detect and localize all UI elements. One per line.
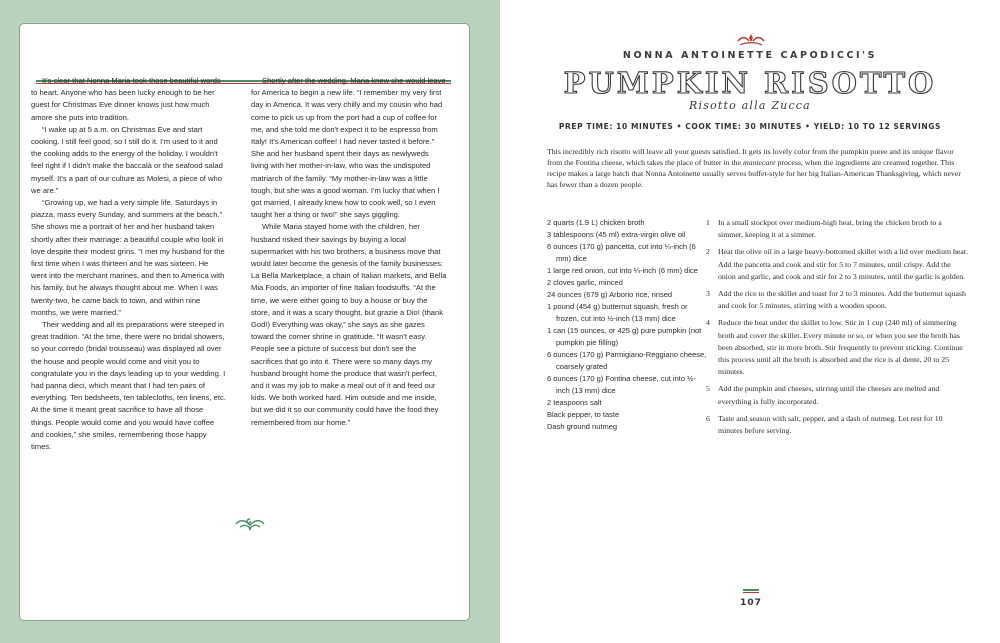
recipe-step: [706, 288, 968, 312]
step-number: 3: [706, 289, 710, 299]
ingredient-item: 3 tablespoons (45 ml) extra-virgin olive oil: [547, 230, 686, 239]
recipe-page: [500, 0, 1000, 643]
ingredient-item: 2 teaspoons salt: [547, 398, 602, 407]
story-column-2: [251, 75, 447, 429]
story-paragraph: Shortly after the wedding, Maria knew she would leave for America to begin a new life. “I remember my very first day in America. It was very chilly and my cousin who had come to pick us up from the port had a cup of coffee for me, and she told me don't expect it to be espresso from Italy! It's American coffee! I had never tasted it before.” She and her husband spent their days as newlyweds living with her mother-in-law, who was the undisputed matriarch of the family. “My mother-in-law was a little tough, but she was a good woman. I'm lucky that when I got married, I already knew how to cook well, so I even taught her a thing or two!” she says giggling.: [251, 76, 446, 220]
step-text: Taste and season with salt, pepper, and a dash of nutmeg. Let rest for 10 minutes before serving.: [718, 413, 943, 436]
ingredient-item: 2 cloves garlic, minced: [547, 278, 623, 287]
intro-italic: mantecare: [742, 158, 776, 168]
recipe-step: [706, 217, 968, 241]
story-paragraph: Their wedding and all its preparations were steeped in great tradition. “At the time, there were no bridal showers, so your corredo (bridal trousseau) was displayed all over the house and people would come and visit you to congratulate you in the days leading up to your wedding. I had panna dieci, which meant that I had ten pairs of everything. Ten bedsheets, ten tablecloths, ten linens, etc. At the time it meant great sacrifice to have all those things. People would come and you would have coffee and cookies,” she smiles, remembering those happy times.: [31, 320, 226, 452]
step-number: 1: [706, 218, 710, 227]
page-number: 107: [740, 598, 762, 608]
step-text: Reduce the heat under the skillet to low. Stir in 1 cup (240 ml) of simmering broth and cover the skillet. Every minute or so, or when you see the broth has been absorbed, stir in more broth. Stir frequently to prevent sticking. Continue this process until all the broth is absorbed and the rice is al dente, 20 to 25 minutes.: [718, 318, 963, 377]
footer-divider-red: [743, 592, 759, 593]
ingredient-item: 6 ounces (170 g) Fontina cheese, cut into ½-inch (13 mm) dice: [547, 374, 696, 395]
steps-list: [706, 217, 968, 442]
step-text: Heat the olive oil in a large heavy-bottomed skillet with a lid over medium heat. Add the pancetta and cook and stir for 5 to 7 minutes, until crispy. Add the onion and garlic, and cook and stir for 2 to 3 minutes, until the garlic is golden.: [718, 247, 968, 281]
recipe-step: [706, 413, 968, 437]
step-number: 6: [706, 413, 710, 423]
step-number: 4: [706, 318, 710, 328]
ingredient-item: 2 quarts (1.9 L) chicken broth: [547, 218, 645, 227]
step-text: In a small stockpot over medium-high heat, bring the chicken broth to a simmer, keeping it at a simmer.: [718, 218, 942, 240]
intro-text-1: This incredibly rich risotto will leave all your guests satisfied. It gets its lovely color from the pumpkin puree and its unique flavor from the Fontina cheese, which takes the place of butter in the: [547, 147, 954, 168]
recipe-times: PREP TIME: 10 MINUTES • COOK TIME: 30 MINUTES • YIELD: 10 TO 12 SERVINGS: [558, 122, 942, 131]
story-paragraph: While Maria stayed home with the children, her husband risked their savings by buying a local supermarket with his two brothers, a business move that would later become the genesis of the family businesses: La Bella Marketplace, a chain of Italian markets, and Bella Mia Foods, an importer of fine Italian foodstuffs. “At the time, we were either going to buy a house or buy the store, and it was a scary thought, but grazie a Dio! (thank God!) Everything was okay,” she says as she gazes toward the corner shrine in gratitude. “It wasn't easy. People see a picture of success but don't see the sacrifices that go into it. There were so many days my husband brought home the produce that wasn't perfect, and it was my job to make a meal out of it and feed our kids. We both worked hard. Him outside and me inside, but we did it so our community could have the food they remembered from our home.”: [251, 222, 447, 427]
recipe-step: [706, 246, 968, 283]
ingredients-list: [547, 217, 707, 433]
ingredient-item: 1 can (15 ounces, or 425 g) pure pumpkin (not pumpkin pie filling): [547, 326, 702, 347]
recipe-intro: [547, 146, 965, 190]
recipe-step: [706, 383, 968, 407]
step-text: Add the pumpkin and cheeses, stirring until the cheeses are melted and everything is fully incorporated.: [718, 384, 940, 406]
ingredient-item: Dash ground nutmeg: [547, 422, 618, 431]
recipe-subtitle: Risotto alla Zucca: [689, 99, 811, 112]
recipe-step: [706, 317, 968, 378]
ingredient-item: 1 large red onion, cut into ¼-inch (6 mm) dice: [547, 266, 698, 275]
story-paragraph: “Growing up, we had a very simple life. Saturdays in piazza, mass every Sunday, and summers at the beach.” She shows me a portrait of her and her husband taken shortly after their marriage: a beautiful couple who look in love despite their modest grins. “I met my husband for the first time when I was thirteen and he was sixteen. He went into the merchant marines, and then to America with his family, but he always thought about me. When I was twenty-two, he came back to town, and within nine months, we were married.”: [31, 198, 225, 317]
flourish-ornament-icon: [234, 517, 266, 536]
recipe-title: PUMPKIN RISOTTO: [563, 66, 937, 100]
story-paragraph: “I wake up at 5 a.m. on Christmas Eve and start cooking. I still feel good, so I still do it. I'm used to it and the cooking adds to the energy of the holiday. I wouldn't feel right if I didn't make the baccalà or the seafood salad myself. It's a part of our culture as Molesi, a piece of who we are.”: [31, 124, 223, 195]
ingredient-item: 6 ounces (170 g) pancetta, cut into ¼-inch (6 mm) dice: [547, 242, 696, 263]
step-number: 5: [706, 384, 710, 394]
ingredient-item: Black pepper, to taste: [547, 410, 620, 419]
recipe-author-line: NONNA ANTOINETTE CAPODICCI'S: [622, 50, 878, 61]
ingredient-item: 6 ounces (170 g) Parmigiano-Reggiano cheese, coarsely grated: [547, 350, 707, 371]
ingredient-item: 1 pound (454 g) butternut squash, fresh or frozen, cut into ½-inch (13 mm) dice: [547, 302, 688, 323]
intro-text-2: process, when the ingredients are creamed together. This recipe makes a large batch that Nonna Antoinette usually serves buffet-style for her big Italian-American Thanksgiving, which never has fewer than a dozen people.: [547, 158, 961, 190]
story-column-1: [31, 75, 226, 453]
step-text: Add the rice to the skillet and toast for 2 to 3 minutes. Add the butternut squash and cook for 5 minutes, stirring with a wooden spoon.: [718, 289, 966, 311]
footer-divider-green: [743, 589, 759, 591]
ingredient-item: 24 ounces (679 g) Arborio rice, rinsed: [547, 290, 673, 299]
story-paragraph: It's clear that Nonna Maria took those beautiful words to heart. Anyone who has been lucky enough to be her guest for Christmas Eve dinner knows just how much amore she puts into tradition.: [31, 76, 221, 122]
step-number: 2: [706, 247, 710, 257]
